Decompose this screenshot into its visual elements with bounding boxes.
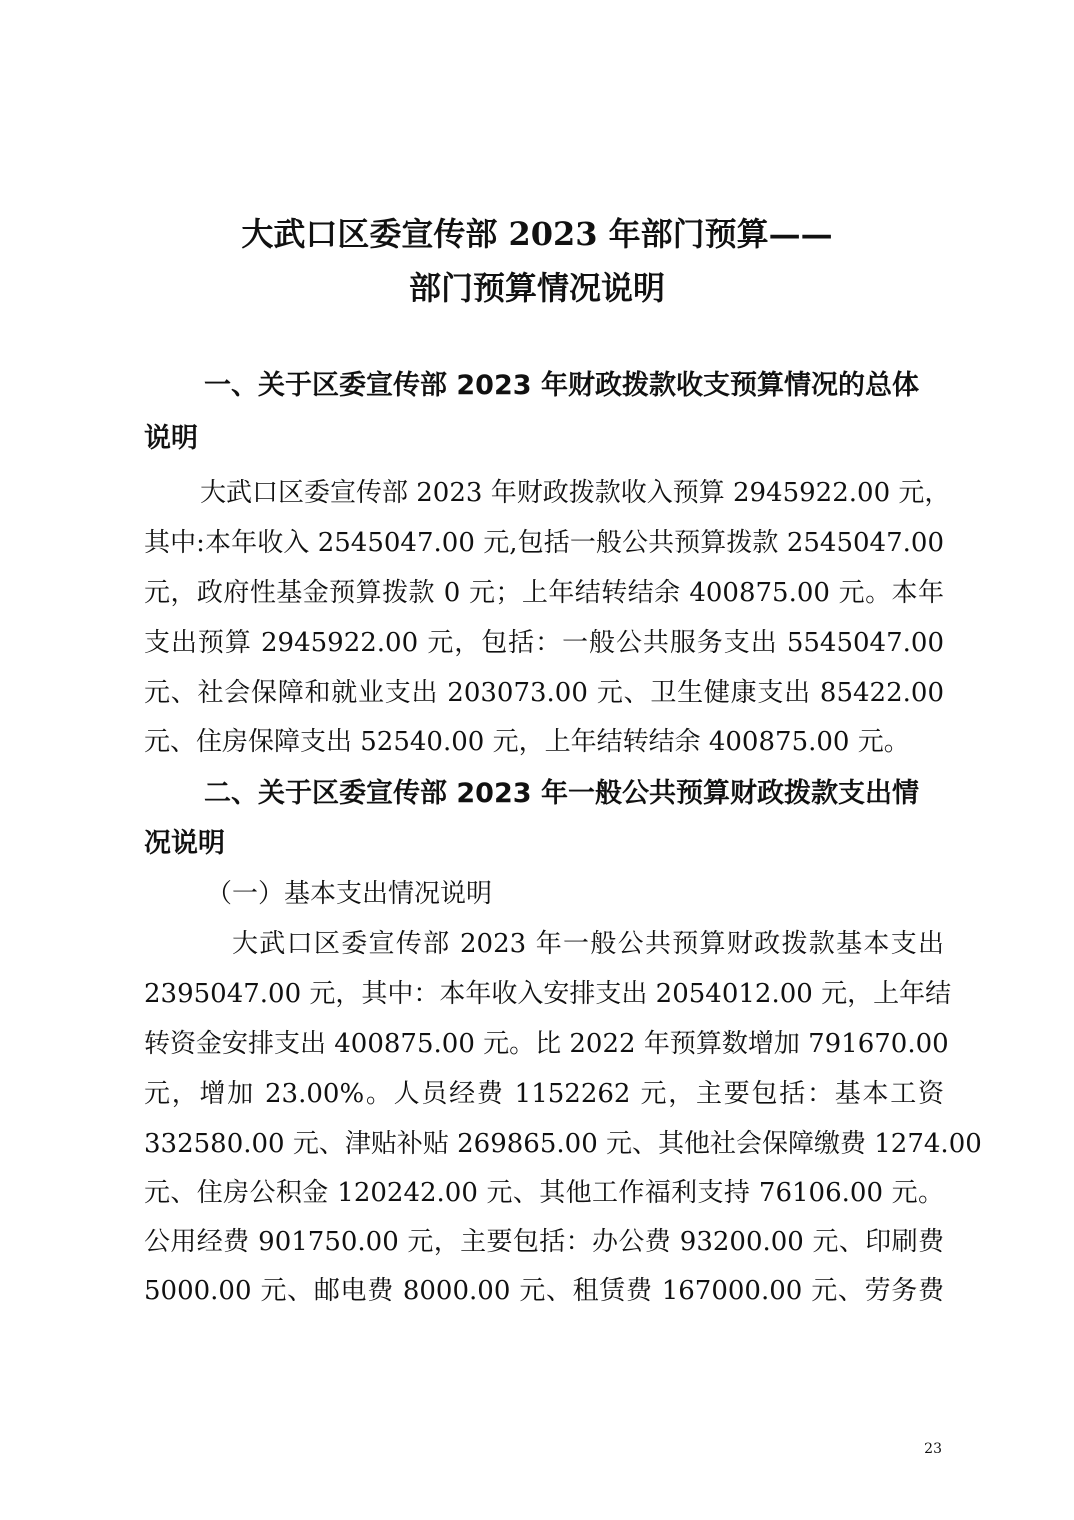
document-title-line-2: 部门预算情况说明 [408,269,665,307]
section-1-paragraph-line: 元、社会保障和就业支出 203073.00 元、卫生健康支出 85422.00 [144,678,944,708]
section-2-paragraph-line: 公用经费 901750.00 元，主要包括：办公费 93200.00 元、印刷费 [144,1227,944,1257]
document-title-line-1: 大武口区委宣传部 2023 年部门预算—— [241,215,833,253]
section-2-subheading: （一）基本支出情况说明 [206,879,493,909]
section-1-paragraph-line: 支出预算 2945922.00 元，包括：一般公共服务支出 5545047.00 [144,628,944,658]
section-2-paragraph-line: 大武口区委宣传部 2023 年一般公共预算财政拨款基本支出 [232,929,944,959]
section-2-paragraph-line: 2395047.00 元，其中：本年收入安排支出 2054012.00 元，上年结 [144,979,952,1009]
section-1-paragraph-line: 元、住房保障支出 52540.00 元，上年结转结余 400875.00 元。 [144,727,910,757]
section-2-paragraph-line: 332580.00 元、津贴补贴 269865.00 元、其他社会保障缴费 1274.00 [144,1129,982,1159]
page-number: 23 [924,1441,942,1457]
section-1-heading-line-2: 说明 [144,423,198,454]
section-1-paragraph-line: 大武口区委宣传部 2023 年财政拨款收入预算 2945922.00 元， [200,478,951,508]
section-1-heading-line-1: 一、关于区委宣传部 2023 年财政拨款收支预算情况的总体 [204,370,919,401]
section-2-heading-line-2: 况说明 [144,828,225,859]
section-1-paragraph-line: 其中:本年收入 2545047.00 元,包括一般公共预算拨款 2545047.00 [144,528,944,558]
section-2-paragraph-line: 转资金安排支出 400875.00 元。比 2022 年预算数增加 791670.00 [144,1029,949,1059]
section-2-heading-line-1: 二、关于区委宣传部 2023 年一般公共预算财政拨款支出情 [204,778,919,809]
section-2-paragraph-line: 元、住房公积金 120242.00 元、其他工作福利支持 76106.00 元。 [144,1178,944,1208]
section-1-paragraph-line: 元，政府性基金预算拨款 0 元；上年结转结余 400875.00 元。本年 [144,578,944,608]
section-2-paragraph-line: 元，增加 23.00%。人员经费 1152262 元，主要包括：基本工资 [144,1079,944,1109]
section-2-paragraph-line: 5000.00 元、邮电费 8000.00 元、租赁费 167000.00 元、劳务费 [144,1276,944,1306]
